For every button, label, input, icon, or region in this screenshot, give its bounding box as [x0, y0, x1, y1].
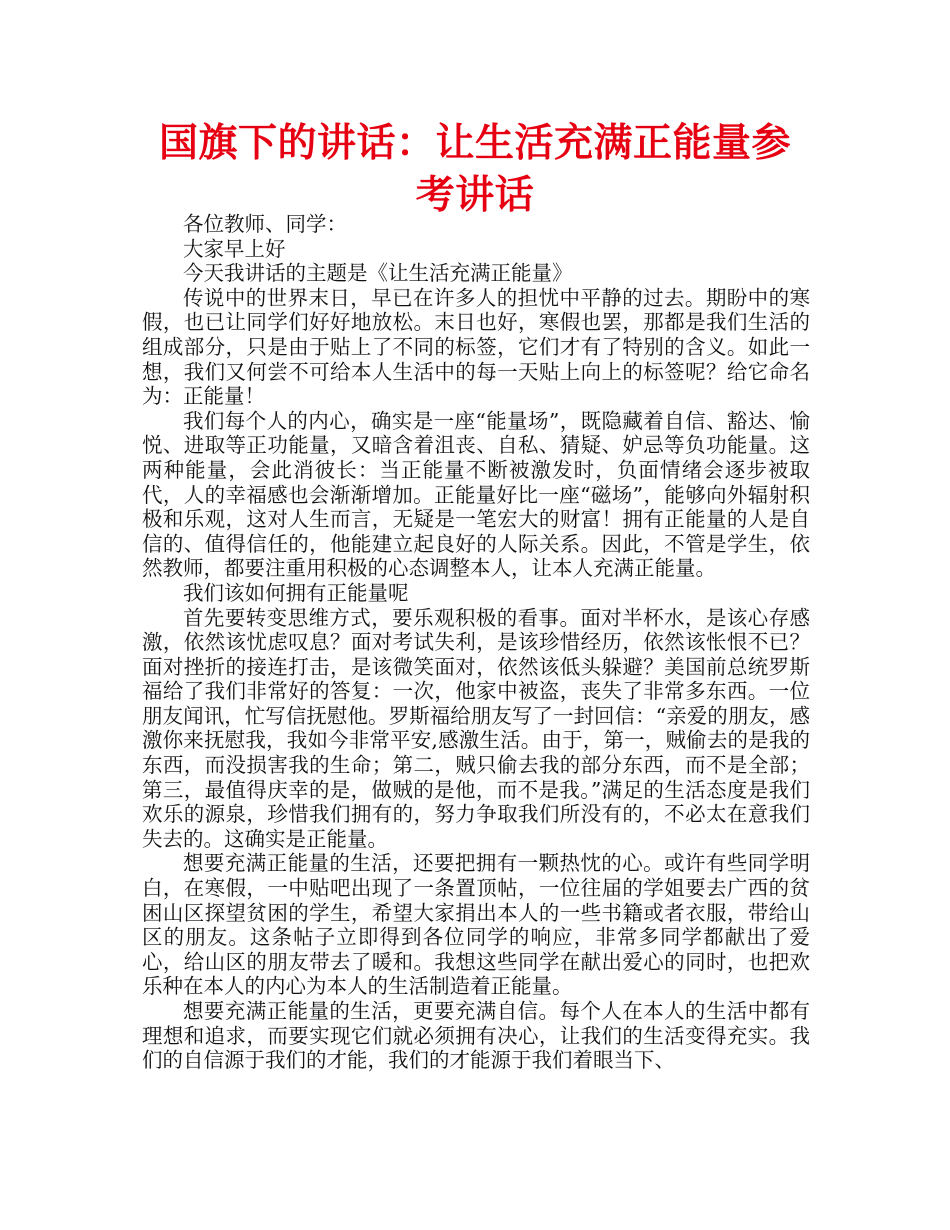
document-title: 国旗下的讲话：让生活充满正能量参考讲话 [158, 121, 791, 218]
paragraph-morning: 大家早上好 [183, 236, 286, 261]
paragraph-confidence: 想要充满正能量的生活，更要充满自信。每个人在本人的生活中都有理想和追求，而要实现它们就必须拥有决心，让我们的生活变得充实。我们的自信源于我们的才能，我们的才能源于我们着眼当下、 [142, 999, 810, 1073]
paragraph-greeting: 各位教师、同学： [183, 212, 347, 236]
paragraph-mindset: 首先要转变思维方式，要乐观积极的看事。面对半杯水，是该心存感激，依然该忧虑叹息？面对考试失利，是该珍惜经历，依然该怅恨不已？面对挫折的接连打击，是该微笑面对，依然该低头躲避？美国前总统罗斯福给了我们非常好的答复：一次，他家中被盗，丧失了非常多东西。一位朋友闻讯，忙写信抚慰他。罗斯福给朋友写了一封回信：“亲爱的朋友，感激你来抚慰我，我如今非常平安,感激生活。由于，第一，贼偷去的是我的东西，而没损害我的生命；第二，贼只偷去我的部分东西，而不是全部；第三，最值得庆幸的是，做贼的是他，而不是我。”满足的生活态度是我们欢乐的源泉，珍惜我们拥有的，努力争取我们所没有的，不必太在意我们失去的。这确实是正能量。 [142, 605, 810, 851]
paragraph-energy-field: 我们每个人的内心，确实是一座“能量场”，既隐藏着自信、豁达、愉悦、进取等正功能量，又暗含着沮丧、自私、猜疑、妒忌等负功能量。这两种能量，会此消彼长：当正能量不断被激发时，负面情绪会逐步被取代，人的幸福感也会渐渐增加。正能量好比一座“磁场”，能够向外辐射积极和乐观，这对人生而言，无疑是一笔宏大的财富！拥有正能量的人是自信的、值得信任的，他能建立起良好的人际关系。因此，不管是学生，依然教师，都要注重用积极的心态调整本人，让本人充满正能量。 [142, 408, 810, 581]
document-body [142, 212, 810, 1073]
paragraph-topic: 今天我讲话的主题是《让生活充满正能量》 [183, 261, 573, 286]
paragraph-intro: 传说中的世界末日，早已在许多人的担忧中平静的过去。期盼中的寒假，也已让同学们好好地放松。末日也好，寒假也罢，那都是我们生活的组成部分，只是由于贴上了不同的标签，它们才有了特别的含义。如此一想，我们又何尝不可给本人生活中的每一天贴上向上的标签呢？给它命名为：正能量！ [142, 285, 810, 409]
paragraph-warm-heart: 想要充满正能量的生活，还要把拥有一颗热忱的心。或许有些同学明白，在寒假，一中贴吧出现了一条置顶帖，一位往届的学姐要去广西的贫困山区探望贫困的学生，希望大家捐出本人的一些书籍或者衣服，带给山区的朋友。这条帖子立即得到各位同学的响应，非常多同学都献出了爱心，给山区的朋友带去了暖和。我想这些同学在献出爱心的同时，也把欢乐种在本人的内心为本人的生活制造着正能量。 [142, 851, 810, 999]
paragraph-question: 我们该如何拥有正能量呢 [183, 580, 409, 605]
